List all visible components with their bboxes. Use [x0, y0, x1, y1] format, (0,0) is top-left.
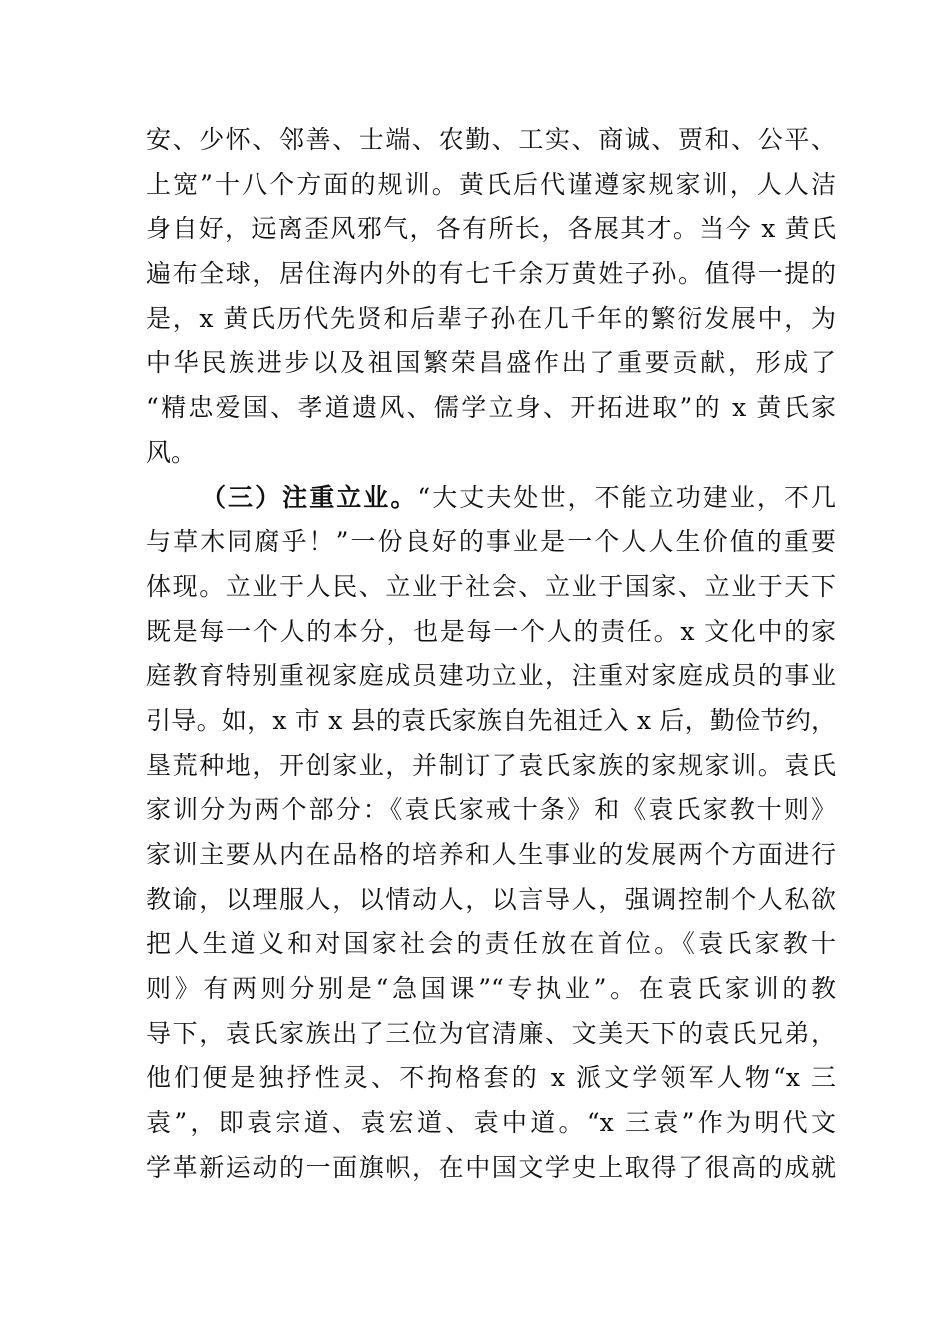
paragraph-line: 既是每一个人的本分，也是每一个人的责任。x 文化中的家: [146, 616, 836, 646]
paragraph-line: 风。: [146, 437, 197, 467]
paragraph-line: 把人生道义和对国家社会的责任放在首位。《袁氏家教十: [146, 929, 836, 959]
paragraph-line: 安、少怀、邻善、士端、农勤、工实、商诚、贾和、公平、: [146, 125, 836, 154]
paragraph-line: 上宽”十八个方面的规训。黄氏后代谨遵家规家训，人人洁: [146, 169, 836, 199]
section-first-line: [146, 476, 836, 521]
paragraph-line: 庭教育特别重视家庭成员建功立业，注重对家庭成员的事业: [146, 661, 836, 691]
paragraph-line: 家训分为两个部分：《袁氏家戒十条》和《袁氏家教十则》: [146, 795, 836, 825]
paragraph-line: 遍布全球，居住海内外的有七千余万黄姓子孙。值得一提的: [146, 259, 836, 289]
paragraph-line: 学革新运动的一面旗帜，在中国文学史上取得了很高的成就: [146, 1152, 836, 1182]
paragraph-line: 与草木同腐乎！”一份良好的事业是一个人人生价值的重要: [146, 527, 836, 557]
section-heading: （三）注重立业。: [201, 482, 418, 512]
paragraph-line: 他们便是独抒性灵、不拘格套的 x 派文学领军人物“x 三: [146, 1063, 836, 1093]
paragraph-line: 体现。立业于人民、立业于社会、立业于国家、立业于天下: [146, 571, 836, 601]
paragraph-line: 引导。如，x 市 x 县的袁氏家族自先祖迁入 x 后，勤俭节约，: [146, 705, 836, 735]
paragraph-line: 是，x 黄氏历代先贤和后辈子孙在几千年的繁衍发展中，为: [146, 303, 836, 333]
paragraph-line: 中华民族进步以及祖国繁荣昌盛作出了重要贡献，形成了: [146, 348, 836, 378]
paragraph-line: 身自好，远离歪风邪气，各有所长，各展其才。当今 x 黄氏: [146, 214, 836, 244]
paragraph-line: 导下，袁氏家族出了三位为官清廉、文美天下的袁氏兄弟，: [146, 1018, 836, 1048]
document-body: [146, 118, 836, 1191]
paragraph-line: 家训主要从内在品格的培养和人生事业的发展两个方面进行: [146, 840, 836, 869]
paragraph-line: 教谕，以理服人，以情动人，以言导人，强调控制个人私欲: [146, 884, 836, 914]
paragraph-line: 垦荒种地，开创家业，并制订了袁氏家族的家规家训。袁氏: [146, 750, 836, 780]
paragraph-line: 袁”，即袁宗道、袁宏道、袁中道。“x 三袁”作为明代文: [146, 1108, 836, 1138]
section-first-line-text: “大丈夫处世，不能立功建业，不几: [417, 482, 836, 512]
paragraph-line: “精忠爱国、孝道遗风、儒学立身、开拓进取”的 x 黄氏家: [146, 393, 836, 423]
paragraph-line: 则》有两则分别是“急国课”“专执业”。在袁氏家训的教: [146, 974, 836, 1004]
